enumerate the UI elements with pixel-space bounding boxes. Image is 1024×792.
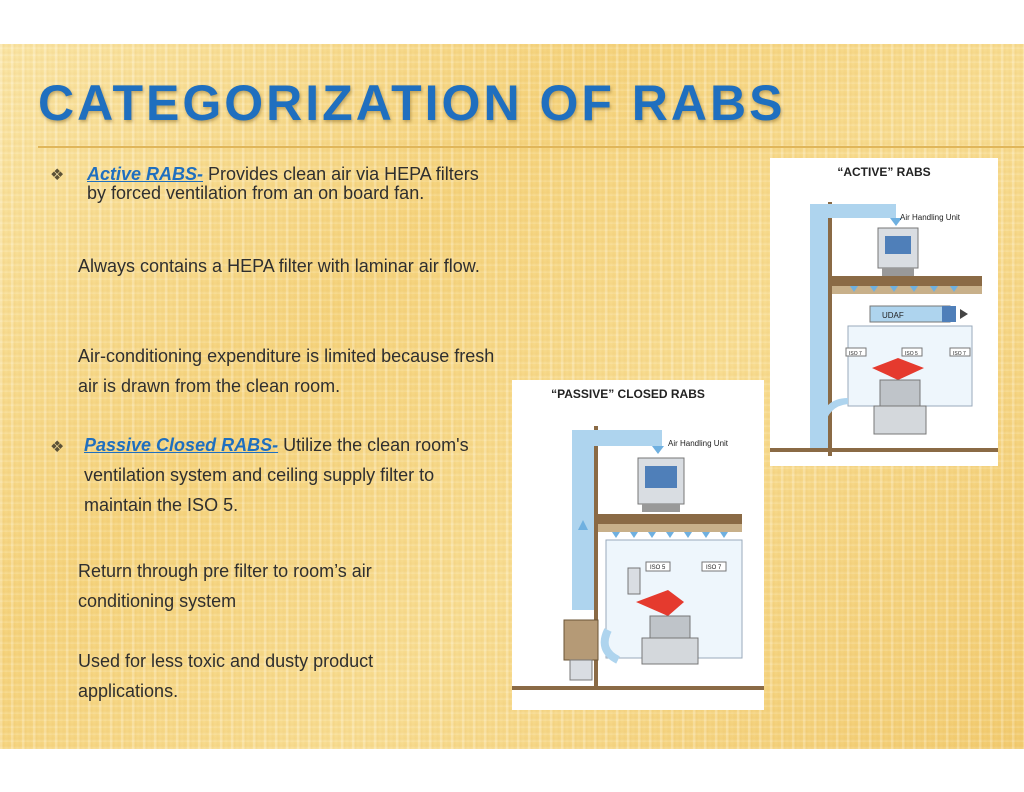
passive-ahu-label: Air Handling Unit [668, 439, 729, 448]
bullet-icon: ❖ [50, 439, 65, 456]
active-ahu-label: Air Handling Unit [900, 213, 961, 222]
bullet-icon: ❖ [50, 167, 65, 184]
slide-title: CATEGORIZATION OF RABS [38, 75, 786, 131]
svg-text:ISO 7: ISO 7 [953, 351, 966, 357]
passive-rabs-lead: Utilize the clean room's ventilation system and ceiling supply filter to maintain the ISO 5. [84, 435, 469, 515]
title-rule [38, 146, 1024, 148]
active-rabs-text [87, 165, 497, 203]
active-point-2: Air-conditioning expenditure is limited because fresh air is drawn from the clean room. [78, 346, 495, 396]
active-caption: “ACTIVE” RABS [837, 165, 931, 179]
passive-caption: “PASSIVE” CLOSED RABS [551, 387, 705, 401]
svg-text:ISO 5: ISO 5 [650, 565, 666, 571]
svg-text:ISO 7: ISO 7 [849, 351, 862, 357]
udaf-label: UDAF [882, 311, 904, 320]
passive-rabs-heading: Passive Closed RABS- [84, 435, 279, 455]
svg-text:ISO 7: ISO 7 [706, 565, 722, 571]
passive-point-1: Return through pre filter to room’s air conditioning system [78, 561, 372, 611]
active-rabs-diagram [770, 158, 998, 466]
passive-rabs-text [84, 430, 494, 520]
passive-point-2: Used for less toxic and dusty product applications. [78, 651, 374, 701]
svg-text:ISO 5: ISO 5 [905, 351, 918, 357]
active-rabs-lead: Provides clean air via HEPA filters by forced ventilation from an on board fan. [87, 164, 479, 203]
passive-rabs-diagram [512, 380, 764, 710]
active-rabs-heading: Active RABS- [87, 164, 204, 184]
active-point-1: Always contains a HEPA filter with laminar air flow. [78, 256, 480, 276]
slide [0, 44, 1024, 749]
